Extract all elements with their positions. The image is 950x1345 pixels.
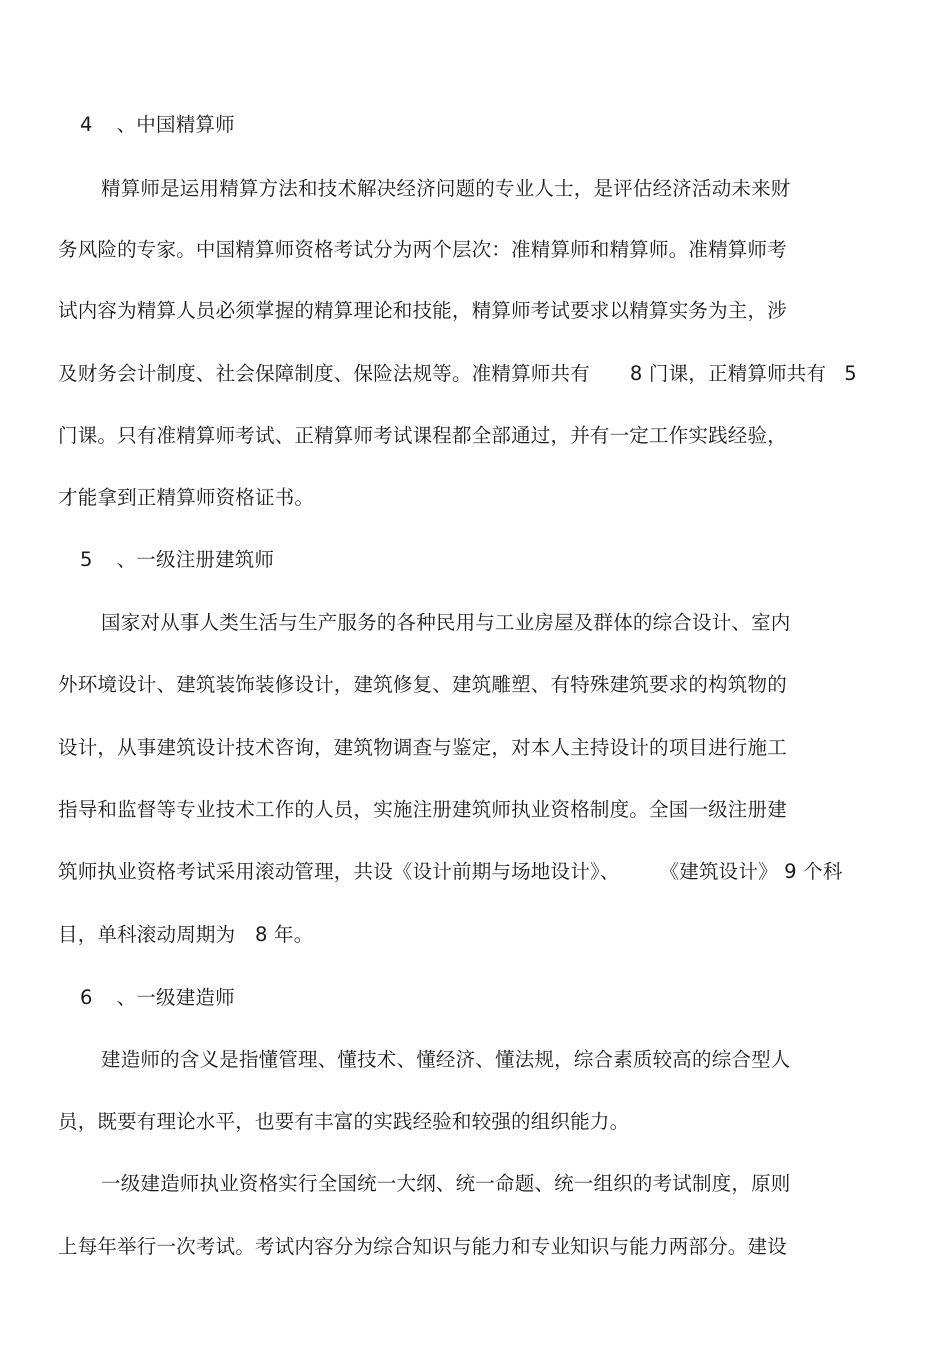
section-title: 、中国精算师 xyxy=(116,113,235,136)
paragraph-line: 外环境设计、建筑装饰装修设计，建筑修复、建筑雕塑、有特殊建筑要求的构筑物的 xyxy=(58,673,787,696)
paragraph-line: 一级建造师执业资格实行全国统一大纲、统一命题、统一组织的考试制度，原则 xyxy=(101,1172,791,1195)
paragraph-line: 指导和监督等专业技术工作的人员，实施注册建筑师执业资格制度。全国一级注册建 xyxy=(58,798,787,821)
section-number: 4 xyxy=(80,113,93,136)
section-title: 、一级注册建筑师 xyxy=(116,548,275,571)
section-number: 6 xyxy=(80,986,93,1009)
paragraph-line: 设计，从事建筑设计技术咨询，建筑物调查与鉴定，对本人主持设计的项目进行施工 xyxy=(58,736,787,759)
section-title: 、一级建造师 xyxy=(116,986,235,1009)
paragraph-line: 国家对从事人类生活与生产服务的各种民用与工业房屋及群体的综合设计、室内 xyxy=(101,611,791,634)
text-segment: 及财务会计制度、社会保障制度、保险法规等。准精算师共有 xyxy=(58,362,590,385)
paragraph-line: 上每年举行一次考试。考试内容分为综合知识与能力和专业知识与能力两部分。建设 xyxy=(58,1235,787,1258)
section-heading xyxy=(80,112,235,138)
paragraph-line xyxy=(58,859,843,885)
text-segment: 8 门课，正精算师共有 xyxy=(629,362,827,385)
paragraph-line: 才能拿到正精算师资格证书。 xyxy=(58,486,315,509)
paragraph-line: 建造师的含义是指懂管理、懂技术、懂经济、懂法规，综合素质较高的综合型人 xyxy=(101,1048,791,1071)
text-segment: 5 xyxy=(844,362,857,385)
paragraph-line: 务风险的专家。中国精算师资格考试分为两个层次：准精算师和精算师。准精算师考 xyxy=(58,238,787,261)
text-segment: 《建筑设计》 9 个科 xyxy=(659,860,843,883)
paragraph-line xyxy=(58,361,857,387)
paragraph-line: 试内容为精算人员必须掌握的精算理论和技能，精算师考试要求以精算实务为主，涉 xyxy=(58,299,787,322)
section-heading xyxy=(80,547,274,573)
paragraph-line: 门课。只有准精算师考试、正精算师考试课程都全部通过，并有一定工作实践经验， xyxy=(58,424,787,447)
paragraph-line: 精算师是运用精算方法和技术解决经济问题的专业人士，是评估经济活动未来财 xyxy=(101,177,791,200)
paragraph-line: 目，单科滚动周期为 8 年。 xyxy=(58,923,314,946)
text-segment: 筑师执业资格考试采用滚动管理，共设《设计前期与场地设计》、 xyxy=(58,860,620,883)
section-heading xyxy=(80,985,235,1011)
section-number: 5 xyxy=(80,548,93,571)
paragraph-line: 员，既要有理论水平，也要有丰富的实践经验和较强的组织能力。 xyxy=(58,1110,630,1133)
